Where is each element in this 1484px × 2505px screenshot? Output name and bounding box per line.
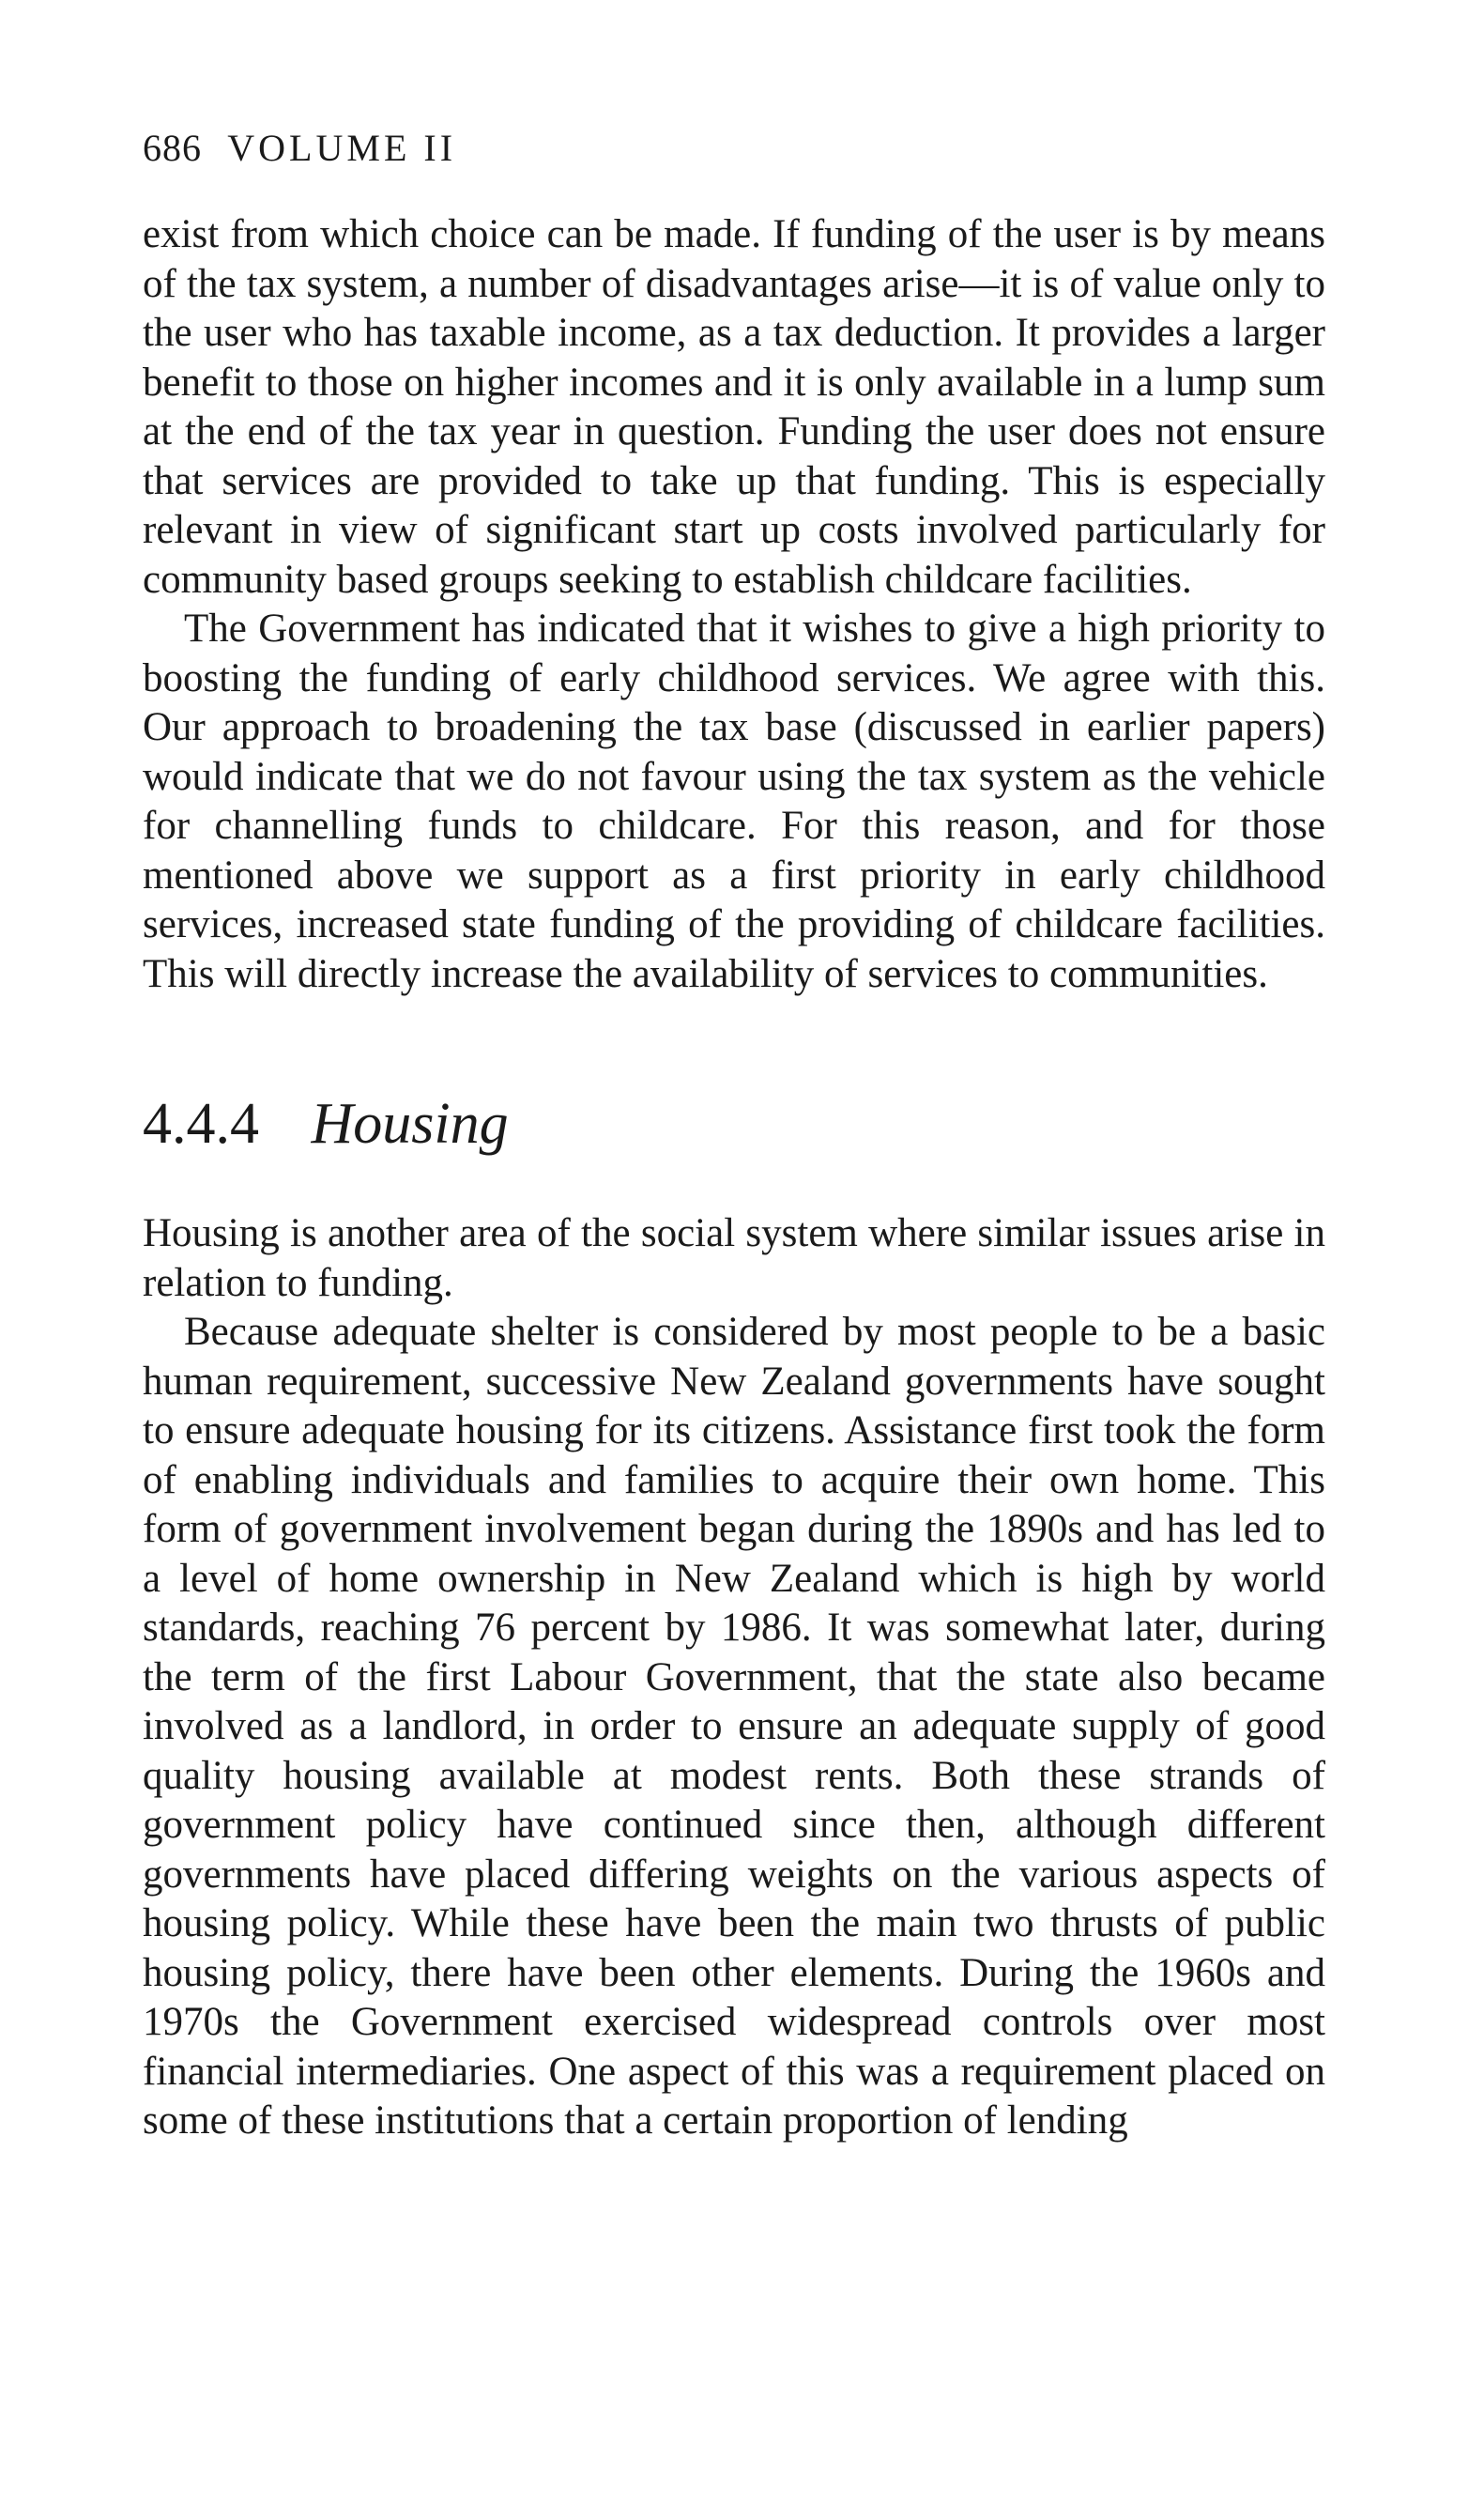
document-page: [143, 127, 1325, 2146]
paragraph-2: The Government has indicated that it wishes to give a high priority to boosting the funding of early childhood services. We agree with this. Our approach to broadening the tax base (discussed in earlier papers) would indicate that we do not favour using the tax system as the vehicle for channelling funds to childcare. For this reason, and for those mentioned above we support as a first priority in early childhood services, increased state funding of the providing of childcare facilities. This will directly increase the availability of services to communities.: [143, 607, 1325, 996]
paragraph-3: Housing is another area of the social system where similar issues arise in relation to funding.: [143, 1211, 1325, 1305]
volume-label: VOLUME II: [227, 127, 457, 169]
paragraph-1: exist from which choice can be made. If funding of the user is by means of the tax system, a number of disadvantages arise—it is of value only to the user who has taxable income, as a tax deduction. It provides a larger benefit to those on higher incomes and it is only available in a lump sum at the end of the tax year in question. Funding the user does not ensure that services are provided to take up that funding. This is especially relevant in view of significant start up costs involved particularly for community based groups seeking to establish childcare facilities.: [143, 212, 1325, 602]
running-head: [143, 127, 1325, 169]
section-number: 4.4.4: [143, 1092, 259, 1156]
page-number: 686: [143, 127, 202, 169]
paragraph-4: Because adequate shelter is considered by most people to be a basic human requirement, successive New Zealand governments have sought to ensure adequate housing for its citizens. Assistance first took the form of enabling individuals and families to acquire their own home. This form of government involvement began during the 1890s and has led to a level of home ownership in New Zealand which is high by world standards, reaching 76 percent by 1986. It was somewhat later, during the term of the first Labour Government, that the state also became involved as a landlord, in order to ensure an adequate supply of good quality housing available at modest rents. Both these strands of government policy have continued since then, although different governments have placed differing weights on the various aspects of housing policy. While these have been the main two thrusts of public housing policy, there have been other elements. During the 1960s and 1970s the Government exercised widespread controls over most financial intermediaries. One aspect of this was a requirement placed on some of these institutions that a certain proportion of lending: [143, 1310, 1325, 2143]
section-title: Housing: [311, 1092, 509, 1156]
section-heading: [143, 1092, 1325, 1156]
